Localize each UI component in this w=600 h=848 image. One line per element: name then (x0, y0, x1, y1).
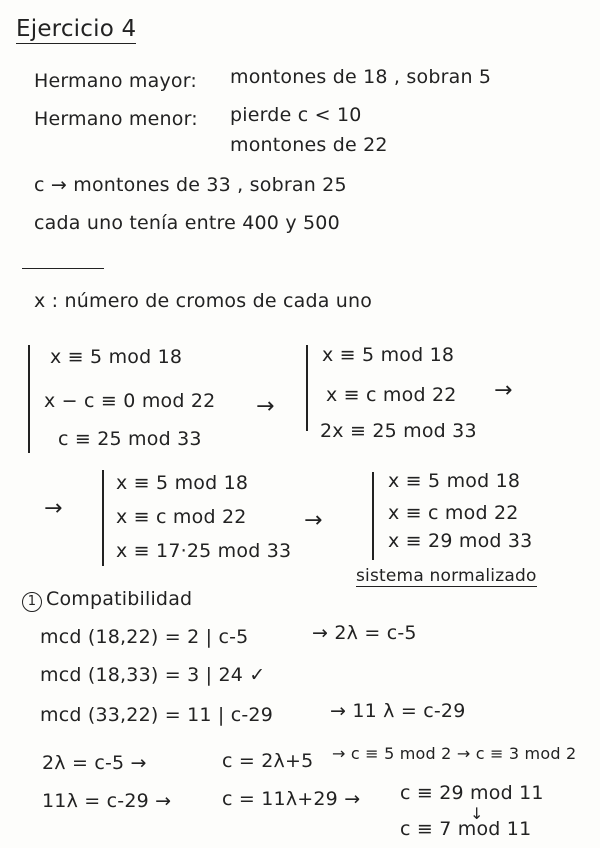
older-brother-text: montones de 18 , sobran 5 (230, 66, 492, 88)
system2-eq1: x ≡ 5 mod 18 (322, 344, 455, 366)
system3-eq1: x ≡ 5 mod 18 (116, 472, 249, 494)
system3-eq3: x ≡ 17·25 mod 33 (116, 540, 292, 562)
final-result: c ≡ 7 mod 11 (400, 818, 532, 840)
system2-eq2: x ≡ c mod 22 (326, 384, 457, 406)
younger-brother-label: Hermano menor: (34, 108, 198, 130)
lambda1-step-a: 2λ = c-5 → (42, 752, 147, 774)
section-label: Compatibilidad (46, 588, 193, 610)
arrow-icon: → (304, 508, 323, 533)
lambda1-step-b: c = 2λ+5 (222, 750, 314, 772)
down-arrow-icon: ↓ (470, 804, 484, 823)
system4-eq1: x ≡ 5 mod 18 (388, 470, 521, 492)
compat-line-3-result: → 11 λ = c-29 (330, 700, 466, 722)
older-brother-label: Hermano mayor: (34, 70, 198, 92)
compat-line-1: mcd (18,22) = 2 | c-5 (40, 626, 249, 648)
system4-caption: sistema normalizado (356, 566, 537, 586)
lambda2-step-b: c = 11λ+29 → (222, 788, 361, 810)
range-statement: cada uno tenía entre 400 y 500 (34, 212, 340, 234)
compat-line-1-result: → 2λ = c-5 (312, 622, 417, 644)
lambda1-step-c: → c ≡ 5 mod 2 → c ≡ 3 mod 2 (332, 744, 577, 763)
system4-eq3: x ≡ 29 mod 33 (388, 530, 533, 552)
younger-brother-piles: montones de 22 (230, 134, 388, 156)
section-number: 1 (22, 592, 42, 612)
arrow-icon: → (256, 394, 275, 419)
exercise-title: Ejercicio 4 (16, 16, 137, 42)
system3-brace (102, 470, 104, 566)
separator-line (22, 268, 104, 269)
c-statement: c → montones de 33 , sobran 25 (34, 174, 347, 196)
section-heading (22, 588, 192, 612)
younger-brother-loses: pierde c < 10 (230, 104, 362, 126)
compat-line-3: mcd (33,22) = 11 | c-29 (40, 704, 274, 726)
system3-eq2: x ≡ c mod 22 (116, 506, 247, 528)
variable-definition: x : número de cromos de cada uno (34, 290, 373, 312)
system4-brace (372, 472, 374, 560)
compat-line-2: mcd (18,33) = 3 | 24 ✓ (40, 664, 266, 686)
system4-eq2: x ≡ c mod 22 (388, 502, 519, 524)
lambda2-step-a: 11λ = c-29 → (42, 790, 172, 812)
system2-eq3: 2x ≡ 25 mod 33 (320, 420, 477, 442)
system2-brace (306, 345, 308, 431)
arrow-icon: → (44, 496, 63, 521)
arrow-icon: → (494, 378, 513, 403)
lambda2-step-c: c ≡ 29 mod 11 (400, 782, 544, 804)
system1-brace (28, 345, 30, 453)
system1-eq2: x − c ≡ 0 mod 22 (44, 390, 216, 412)
system1-eq3: c ≡ 25 mod 33 (58, 428, 202, 450)
system1-eq1: x ≡ 5 mod 18 (50, 346, 183, 368)
